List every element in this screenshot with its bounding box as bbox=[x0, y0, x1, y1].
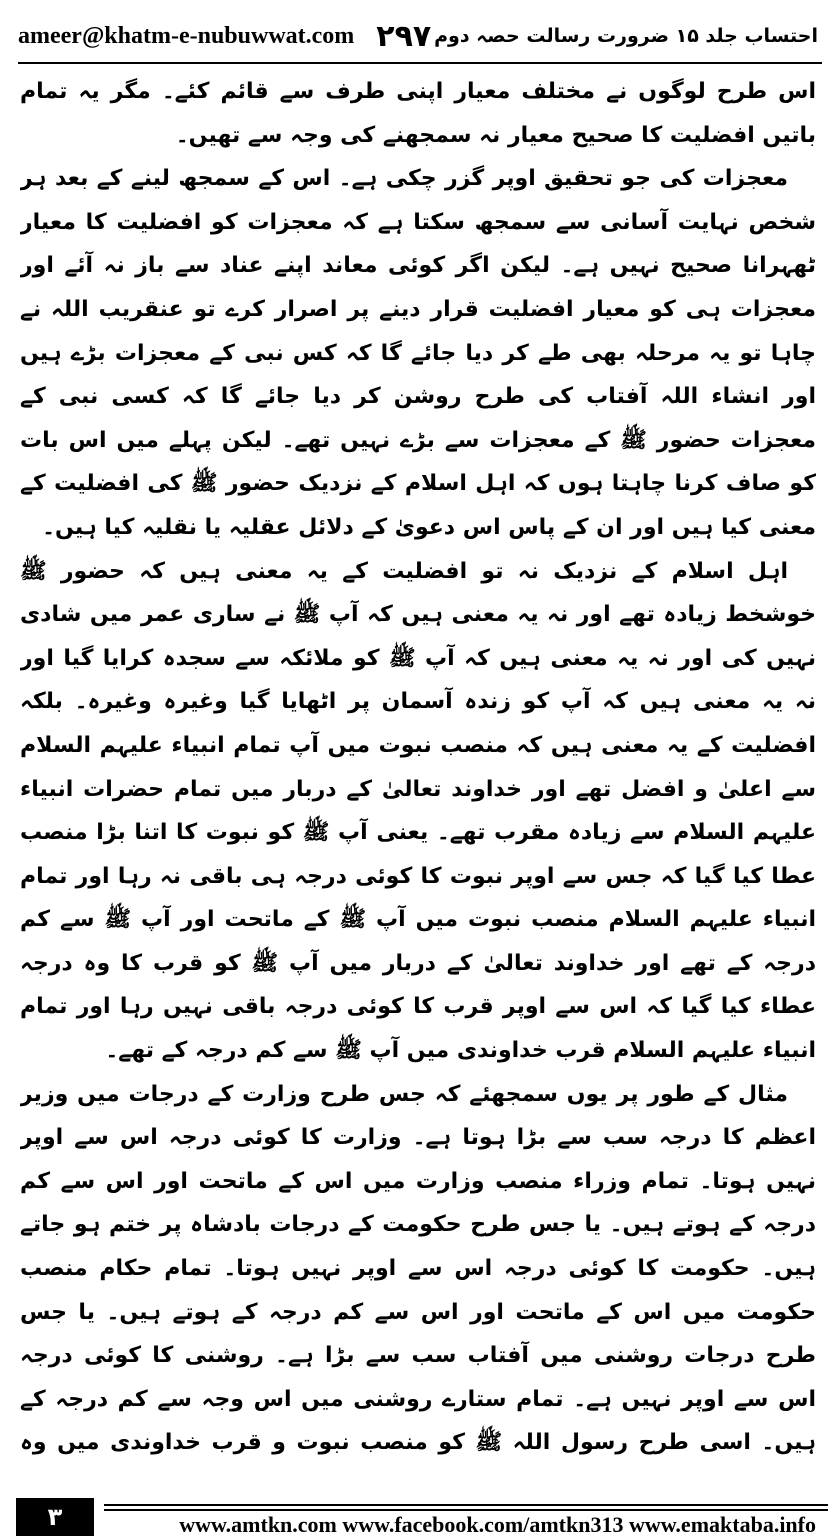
page-footer bbox=[0, 1498, 840, 1540]
book-title: احتساب جلد ۱۵ ضرورت رسالت حصہ دوم bbox=[434, 25, 818, 47]
paragraph-2: معجزات کی جو تحقیق اوپر گزر چکی ہے۔ اس کے سمجھ لینے کے بعد ہر شخص نہایت آسانی سے سمجھ سکتا ہے کہ معجزات کو افضلیت کا معیار ٹھہرانا صحیح نہیں ہے۔ لیکن اگر کوئی معاند اپنے عناد سے باز نہ آئے اور معجزات ہی کو معیار افضلیت قرار دینے پر اصرار کرے تو عنقریب اللہ نے چاہا تو یہ مرحلہ بھی طے کر دیا جائے گا کہ کس نبی کے معجزات بڑے ہیں اور انشاء اللہ آفتاب کی طرح روشن کر دیا جائے گا کہ کسی نبی کے معجزات حضور ﷺ کے معجزات سے بڑے نہیں تھے۔ لیکن پہلے میں اس بات کو صاف کرنا چاہتا ہوں کہ اہل اسلام کے نزدیک حضور ﷺ کی افضلیت کے معنی کیا ہیں اور ان کے پاس اس دعویٰ کے دلائل عقلیہ یا نقلیہ کیا ہیں۔ bbox=[20, 166, 816, 540]
paragraph-4: مثال کے طور پر یوں سمجھئے کہ جس طرح وزارت کے درجات میں وزیر اعظم کا درجہ سب سے بڑا ہوتا ہے۔ وزارت کا کوئی درجہ اس سے اوپر نہیں ہوتا۔ تمام وزراء منصب وزارت میں اس کے ماتحت اور اس سے کم درجہ کے ہوتے ہیں۔ یا جس طرح حکومت کے درجات بادشاہ پر ختم ہو جاتے ہیں۔ حکومت کا کوئی درجہ اس سے اوپر نہیں ہوتا۔ تمام حکام منصب حکومت میں اس کے ماتحت اور اس سے کم درجہ کے ہوتے ہیں۔ یا جس طرح درجات روشنی میں آفتاب سب سے بڑا ہے۔ روشنی کا کوئی درجہ اس سے اوپر نہیں ہے۔ تمام ستارے روشنی میں اس وجہ سے کم درجہ کے ہیں۔ اسی طرح رسول اللہ ﷺ کو منصب نبوت و قرب خداوندی میں وہ bbox=[20, 1081, 816, 1456]
footer-links[interactable]: www.amtkn.com www.facebook.com/amtkn313 www.emaktaba.info bbox=[179, 1512, 816, 1537]
header-email[interactable]: ameer@khatm-e-nubuwwat.com bbox=[18, 22, 355, 49]
paragraph-1: اس طرح لوگوں نے مختلف معیار اپنی طرف سے قائم کئے۔ مگر یہ تمام باتیں افضلیت کا صحیح معیار نہ سمجھنے کی وجہ سے تھیں۔ bbox=[20, 79, 816, 148]
page-number: ۲۹۷ bbox=[376, 18, 432, 54]
sheet-number: ۳ bbox=[16, 1498, 94, 1536]
page-header bbox=[18, 14, 818, 58]
paragraph-3: اہل اسلام کے نزدیک نہ تو افضلیت کے یہ معنی ہیں کہ حضور ﷺ خوشخط زیادہ تھے اور نہ یہ معنی ہیں کہ آپ ﷺ نے ساری عمر میں شادی نہیں کی اور نہ یہ معنی ہیں کہ آپ ﷺ کو ملائکہ سے سجدہ کرایا گیا اور نہ یہ معنی ہیں کہ آپ کو زندہ آسمان پر اٹھایا گیا وغیرہ وغیرہ۔ بلکہ افضلیت کے یہ معنی ہیں کہ منصب نبوت میں آپ تمام انبیاء علیہم السلام سے اعلیٰ و افضل تھے اور خداوند تعالیٰ کے دربار میں تمام حضرات انبیاء علیہم السلام سے زیادہ مقرب تھے۔ یعنی آپ ﷺ کو نبوت کا اتنا بڑا منصب عطا کیا گیا کہ جس سے اوپر نبوت کا کوئی درجہ ہی باقی نہ رہا اور تمام انبیاء علیہم السلام منصب نبوت میں آپ ﷺ کے ماتحت اور آپ ﷺ سے کم درجہ کے تھے اور خداوند تعالیٰ کے دربار میں آپ ﷺ کو قرب کا وہ درجہ عطاء کیا گیا کہ اس سے اوپر قرب کا کوئی درجہ باقی نہیں رہا اور تمام انبیاء علیہم السلام قرب خداوندی میں آپ ﷺ سے کم درجہ کے تھے۔ bbox=[20, 558, 816, 1064]
body-text bbox=[20, 70, 816, 1460]
header-left bbox=[18, 19, 431, 54]
header-rule bbox=[18, 62, 822, 64]
